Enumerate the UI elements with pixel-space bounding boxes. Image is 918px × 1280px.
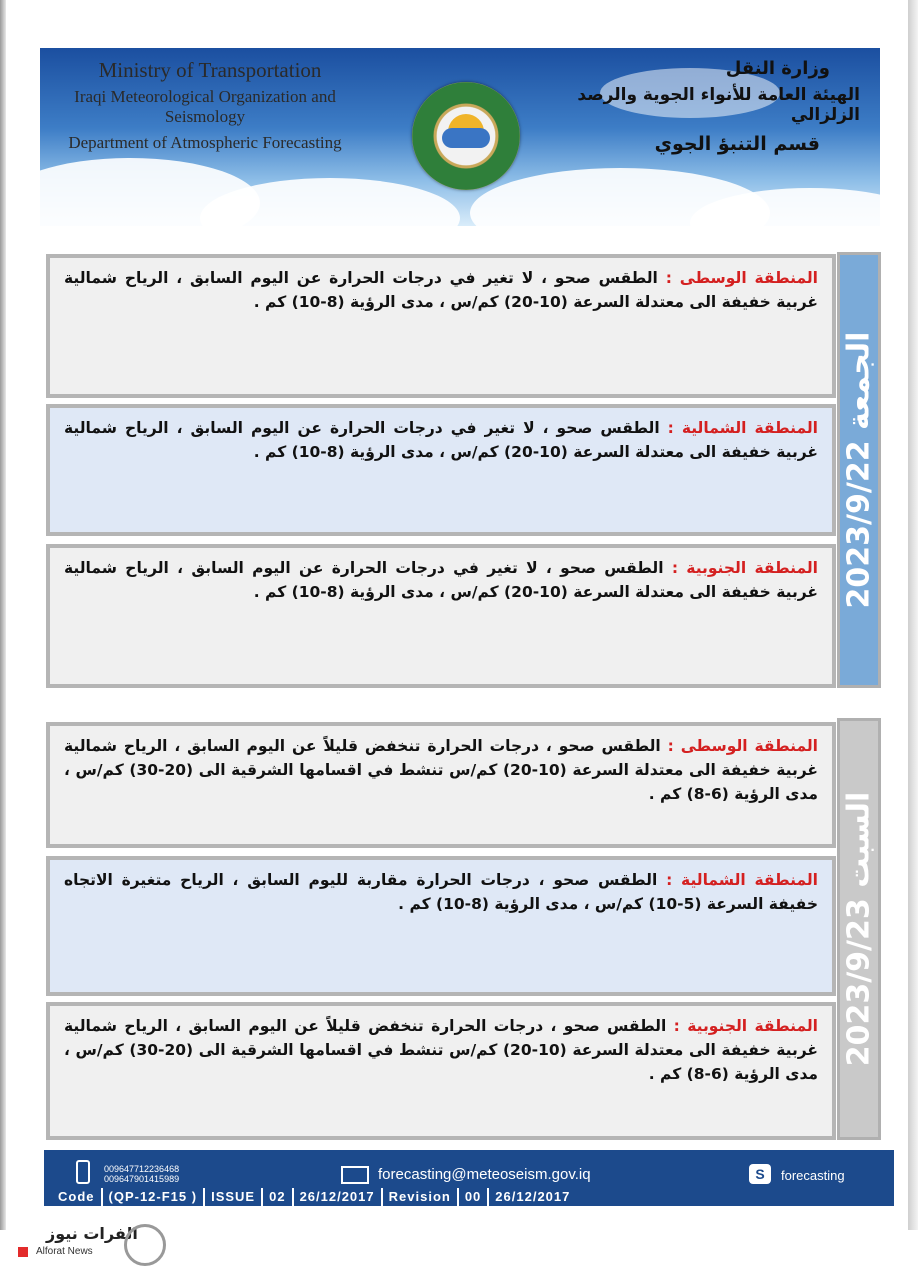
issue-date: 26/12/2017 (292, 1188, 381, 1206)
code-label: Code (58, 1189, 95, 1204)
region-name: المنطقة الوسطى : (667, 737, 818, 755)
region-name: المنطقة الوسطى : (665, 269, 818, 287)
phone-number-1: 009647712236468 (104, 1164, 180, 1174)
forecast-box-central-day2 (46, 722, 836, 848)
skype-handle: forecasting (781, 1168, 845, 1183)
forecast-box-north-day1 (46, 404, 836, 536)
forecast-text: الطقس صحو ، لا تغير في درجات الحرارة عن اليوم السابق ، الرياح شمالية غربية خفيفة الى معتدلة السرعة (10-20) كم/س ، مدى الرؤية (8-10) كم . (64, 419, 818, 461)
organization-name-en: Iraqi Meteorological Organization and Seismology (74, 87, 336, 126)
email-address[interactable]: forecasting@meteoseism.gov.iq (378, 1166, 591, 1183)
footer-bar (44, 1150, 894, 1206)
forecast-text: الطقس صحو ، لا تغير في درجات الحرارة عن اليوم السابق ، الرياح شمالية غربية خفيفة الى معتدلة السرعة (10-20) كم/س ، مدى الرؤية (8-10) كم . (64, 559, 818, 601)
document-code-row (44, 1188, 894, 1206)
forecast-box-central-day1 (46, 254, 836, 398)
phone-numbers (104, 1164, 179, 1184)
watermark-english: Alforat News (36, 1246, 93, 1257)
watermark-square-icon (18, 1247, 28, 1257)
cloud-icon (442, 128, 490, 148)
forecast-text: الطقس صحو ، درجات الحرارة تنخفض قليلاً عن اليوم السابق ، الرياح شمالية غربية خفيفة الى معتدلة السرعة (10-20) كم/س تنشط في اقسامها الشرقية الى (20-30) كم/س ، مدى الرؤية (6-8) كم . (64, 1017, 819, 1083)
region-name: المنطقة الشمالية : (666, 871, 818, 889)
header-banner (40, 48, 880, 226)
revision-value: 00 (457, 1188, 487, 1206)
issue-value: 02 (261, 1188, 291, 1206)
header-arabic (560, 58, 860, 155)
header-english (40, 58, 370, 153)
issue-label: ISSUE (203, 1188, 261, 1206)
skype-icon: S (749, 1164, 771, 1184)
forecast-box-south-day2 (46, 1002, 836, 1140)
forecast-text: الطقس صحو ، درجات الحرارة مقاربة لليوم السابق ، الرياح متغيرة الاتجاه خفيفة السرعة (5-10) كم/س ، مدى الرؤية (8-10) كم . (64, 871, 818, 913)
ministry-name-en: Ministry of Transportation (98, 58, 322, 82)
region-name: المنطقة الشمالية : (667, 419, 818, 437)
day-column-saturday (837, 718, 881, 1140)
mail-icon (341, 1166, 369, 1184)
region-name: المنطقة الجنوبية : (671, 559, 818, 577)
watermark-logo-icon (124, 1224, 166, 1266)
day-label: السبت 2023/9/23 (841, 791, 877, 1067)
watermark-arabic: الفرات نيوز (46, 1224, 138, 1243)
forecast-box-north-day2 (46, 856, 836, 996)
page-edge-left (0, 0, 6, 1230)
footer-contacts (44, 1156, 894, 1186)
code-value: (QP-12-F15 ) (101, 1188, 204, 1206)
department-name-en: Department of Atmospheric Forecasting (68, 133, 342, 152)
news-watermark (16, 1220, 176, 1270)
phone-number-2: 009647901415989 (104, 1174, 180, 1184)
phone-icon (76, 1160, 90, 1184)
day-column-friday (837, 252, 881, 688)
ministry-name-ar: وزارة النقل (725, 58, 830, 79)
forecast-text: الطقس صحو ، لا تغير في درجات الحرارة عن اليوم السابق ، الرياح شمالية غربية خفيفة الى معتدلة السرعة (10-20) كم/س ، مدى الرؤية (8-10) كم . (64, 269, 818, 311)
organization-logo (412, 82, 520, 190)
department-name-ar: قسم التنبؤ الجوي (654, 133, 820, 155)
region-name: المنطقة الجنوبية : (673, 1017, 818, 1035)
revision-date: 26/12/2017 (487, 1188, 576, 1206)
organization-name-ar: الهيئة العامة للأنواء الجوية والرصد الزلزالي (577, 85, 860, 125)
day-label: الجمعة 2023/9/22 (841, 331, 877, 609)
revision-label: Revision (381, 1188, 457, 1206)
page-edge-right (908, 0, 918, 1230)
forecast-box-south-day1 (46, 544, 836, 688)
forecast-text: الطقس صحو ، درجات الحرارة تنخفض قليلاً عن اليوم السابق ، الرياح شمالية غربية خفيفة الى معتدلة السرعة (10-20) كم/س تنشط في اقسامها الشرقية الى (20-30) كم/س ، مدى الرؤية (6-8) كم . (64, 737, 819, 803)
